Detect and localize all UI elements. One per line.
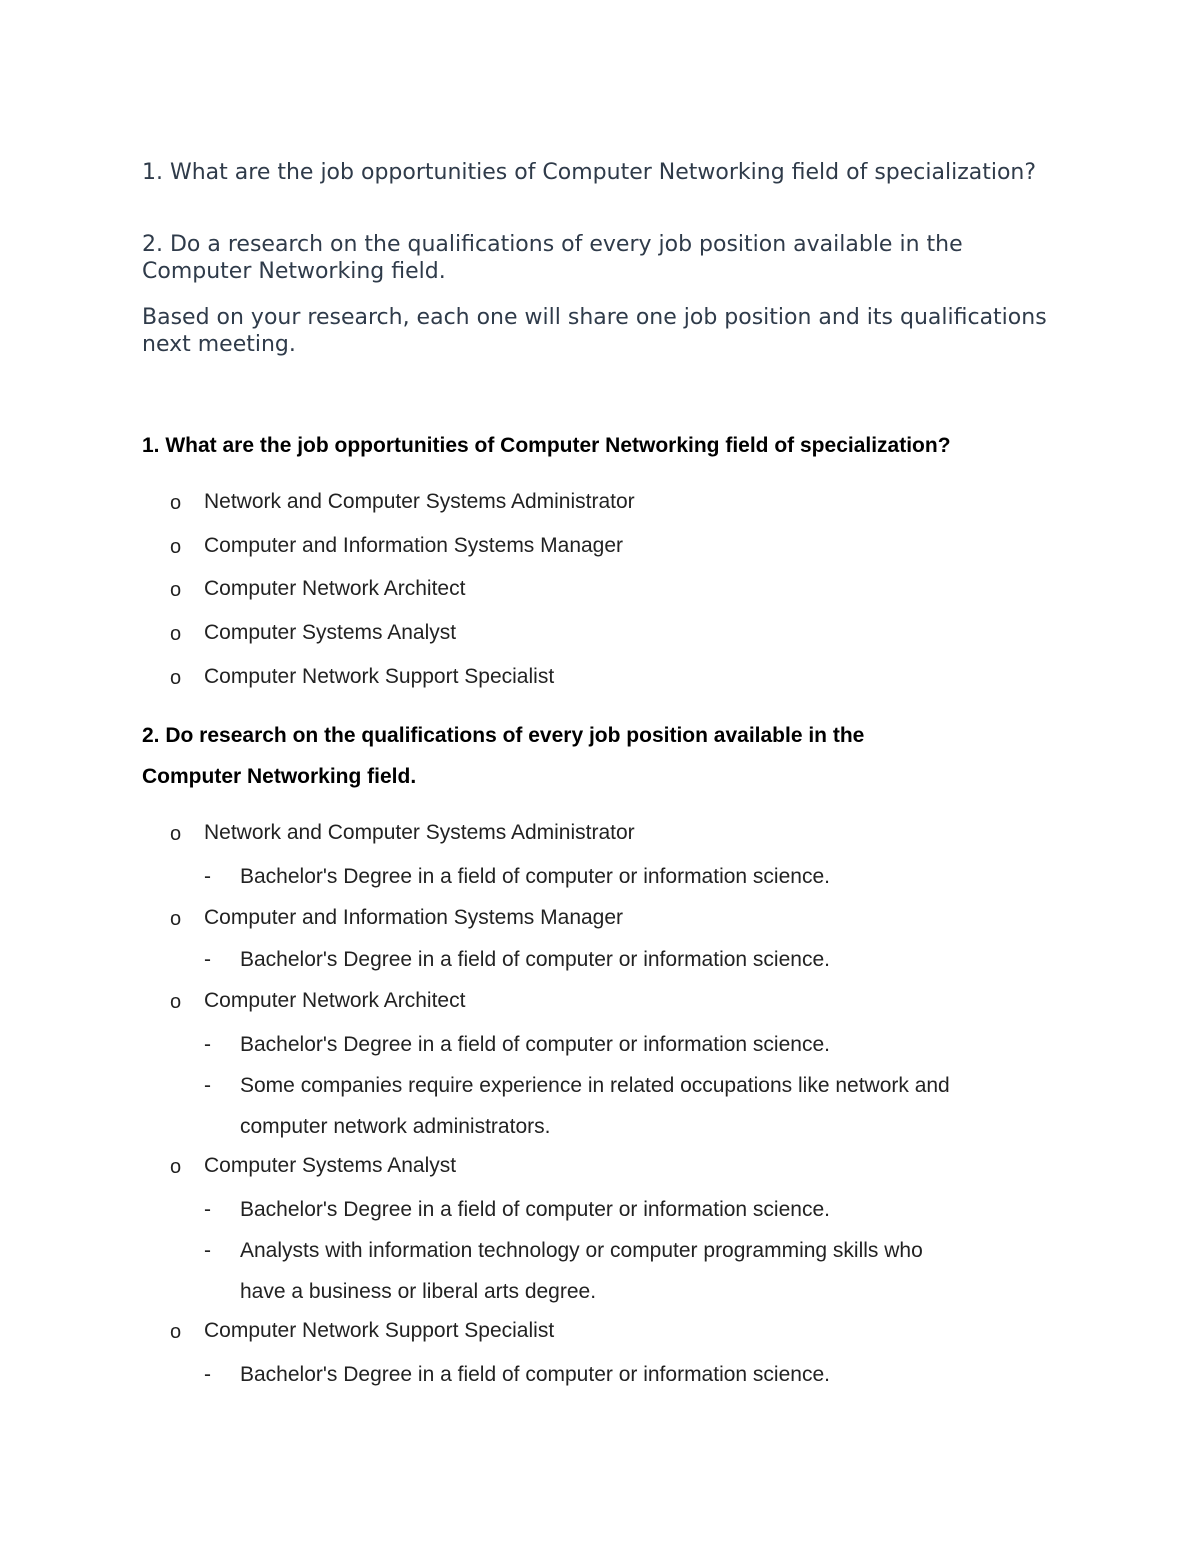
section2-heading-line2: Computer Networking field.	[142, 765, 417, 788]
bullet-marker: o	[170, 1321, 182, 1343]
position-title: Computer and Information Systems Manager	[204, 906, 624, 929]
position-title: Computer Systems Analyst	[204, 1154, 457, 1177]
qualification-item: Bachelor's Degree in a field of computer or information science.	[240, 1198, 830, 1221]
bullet-marker: o	[170, 492, 182, 514]
list-item: Computer Network Architect	[204, 577, 466, 600]
bullet-marker: o	[170, 536, 182, 558]
qualification-item: Bachelor's Degree in a field of computer or information science.	[240, 948, 830, 971]
qualification-item: Analysts with information technology or computer programming skills who	[240, 1239, 923, 1262]
list-item: Computer and Information Systems Manager	[204, 534, 624, 557]
prompt-question-2: 2. Do a research on the qualifications of every job position available in the Computer Networking field.	[142, 232, 963, 284]
dash-marker: -	[204, 1198, 211, 1221]
dash-marker: -	[204, 1363, 211, 1386]
list-item: Computer Systems Analyst	[204, 621, 457, 644]
qualification-item: Bachelor's Degree in a field of computer or information science.	[240, 1033, 830, 1056]
prompt-question-1: 1. What are the job opportunities of Computer Networking field of specialization?	[142, 160, 1037, 185]
list-item: Computer Network Support Specialist	[204, 665, 555, 688]
qualification-item: Bachelor's Degree in a field of computer or information science.	[240, 865, 830, 888]
bullet-marker: o	[170, 1156, 182, 1178]
bullet-marker: o	[170, 579, 182, 601]
prompt-note: Based on your research, each one will share one job position and its qualifications next meeting.	[142, 305, 1047, 357]
qualification-item-continued: computer network administrators.	[240, 1115, 551, 1138]
position-title: Computer Network Architect	[204, 989, 466, 1012]
bullet-marker: o	[170, 908, 182, 930]
bullet-marker: o	[170, 623, 182, 645]
qualification-item: Bachelor's Degree in a field of computer or information science.	[240, 1363, 830, 1386]
bullet-marker: o	[170, 823, 182, 845]
dash-marker: -	[204, 1033, 211, 1056]
dash-marker: -	[204, 948, 211, 971]
dash-marker: -	[204, 1074, 211, 1097]
section1-heading: 1. What are the job opportunities of Computer Networking field of specialization?	[142, 434, 951, 457]
section2-heading-line1: 2. Do research on the qualifications of every job position available in the	[142, 724, 865, 747]
dash-marker: -	[204, 1239, 211, 1262]
list-item: Network and Computer Systems Administrator	[204, 490, 635, 513]
dash-marker: -	[204, 865, 211, 888]
bullet-marker: o	[170, 991, 182, 1013]
qualification-item-continued: have a business or liberal arts degree.	[240, 1280, 597, 1303]
position-title: Computer Network Support Specialist	[204, 1319, 555, 1342]
bullet-marker: o	[170, 667, 182, 689]
qualification-item: Some companies require experience in related occupations like network and	[240, 1074, 950, 1097]
position-title: Network and Computer Systems Administrator	[204, 821, 635, 844]
